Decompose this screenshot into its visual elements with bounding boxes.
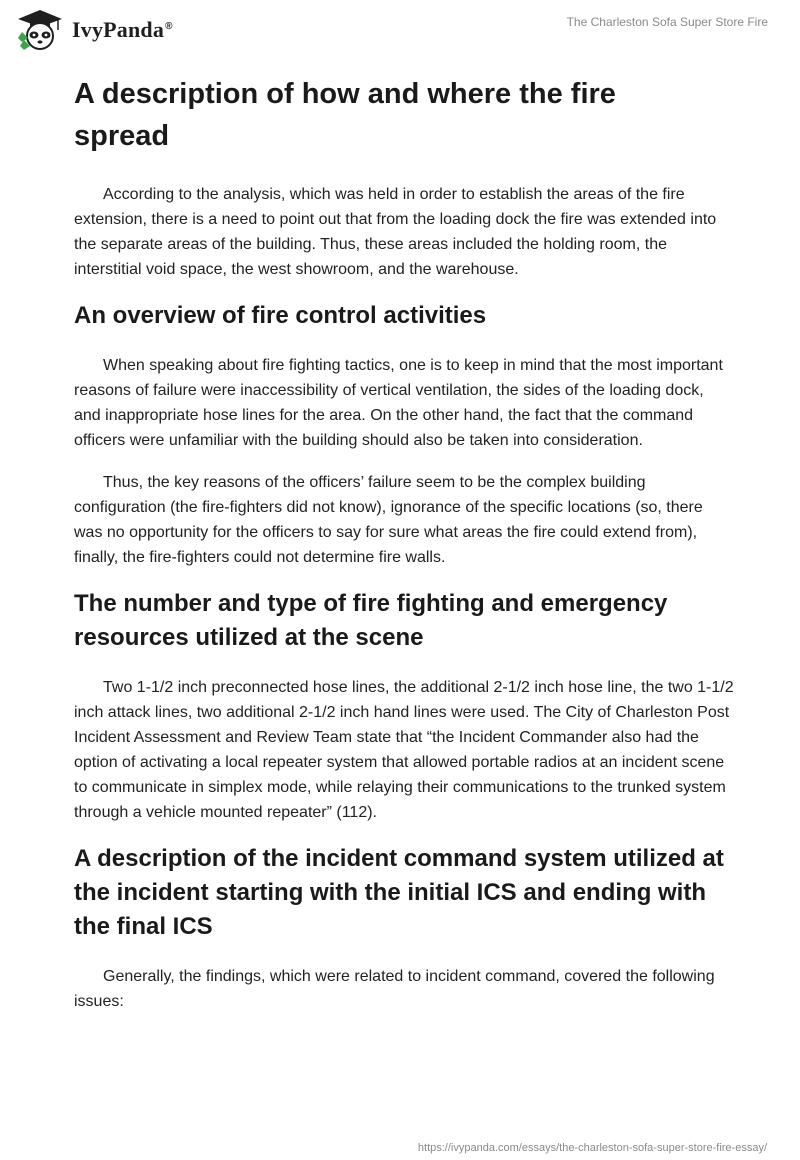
- document-title: The Charleston Sofa Super Store Fire: [566, 15, 768, 29]
- essay-content: [74, 70, 734, 1014]
- section-heading-fire-control: An overview of fire control activities: [74, 302, 487, 329]
- brand-logo[interactable]: [14, 8, 173, 52]
- page-header: [0, 0, 800, 60]
- paragraph: When speaking about fire fighting tactics, one is to keep in mind that the most important reasons of failure were inaccessibility of vertical ventilation, the sides of the loading dock, and inappropriate hose lines for the area. On the other hand, the fact that the command officers were unfamiliar with the building should also be taken into consideration.: [74, 357, 723, 449]
- section-heading-fire-spread: A description of how and where the fire spread: [74, 78, 616, 152]
- paragraph: Thus, the key reasons of the officers’ failure seem to be the complex building configuration (the fire-fighters did not know), ignorance of the specific locations (so, there was no opportunity for the officers to say for sure what areas the fire could extend from), finally, the fire-fighters could not determine fire walls.: [74, 474, 703, 566]
- section-heading-incident-command: A description of the incident command system utilized at the incident starting with the initial ICS and ending with the final ICS: [74, 845, 724, 940]
- source-url[interactable]: https://ivypanda.com/essays/the-charleston-sofa-super-store-fire-essay/: [417, 1142, 767, 1154]
- paragraph: Two 1-1/2 inch preconnected hose lines, the additional 2-1/2 inch hose line, the two 1-1/2 inch attack lines, two additional 2-1/2 inch hand lines were used. The City of Charleston Post Incident Assessment and Review Team state that “the Incident Commander also had the option of activating a local repeater system that allowed portable radios at an incident scene to communicate in simplex mode, while relaying their communications to the trunked system through a vehicle mounted repeater” (112).: [74, 679, 734, 821]
- paragraph: Generally, the findings, which were related to incident command, covered the following issues:: [74, 968, 715, 1010]
- paragraph: According to the analysis, which was held in order to establish the areas of the fire extension, there is a need to point out that from the loading dock the fire was extended into the separate areas of the building. Thus, these areas included the holding room, the interstitial void space, the west showroom, and the warehouse.: [74, 186, 717, 278]
- panda-graduate-icon: [14, 8, 66, 52]
- brand-name: IvyPanda®: [72, 17, 173, 42]
- section-heading-resources: The number and type of fire fighting and emergency resources utilized at the scene: [74, 590, 668, 651]
